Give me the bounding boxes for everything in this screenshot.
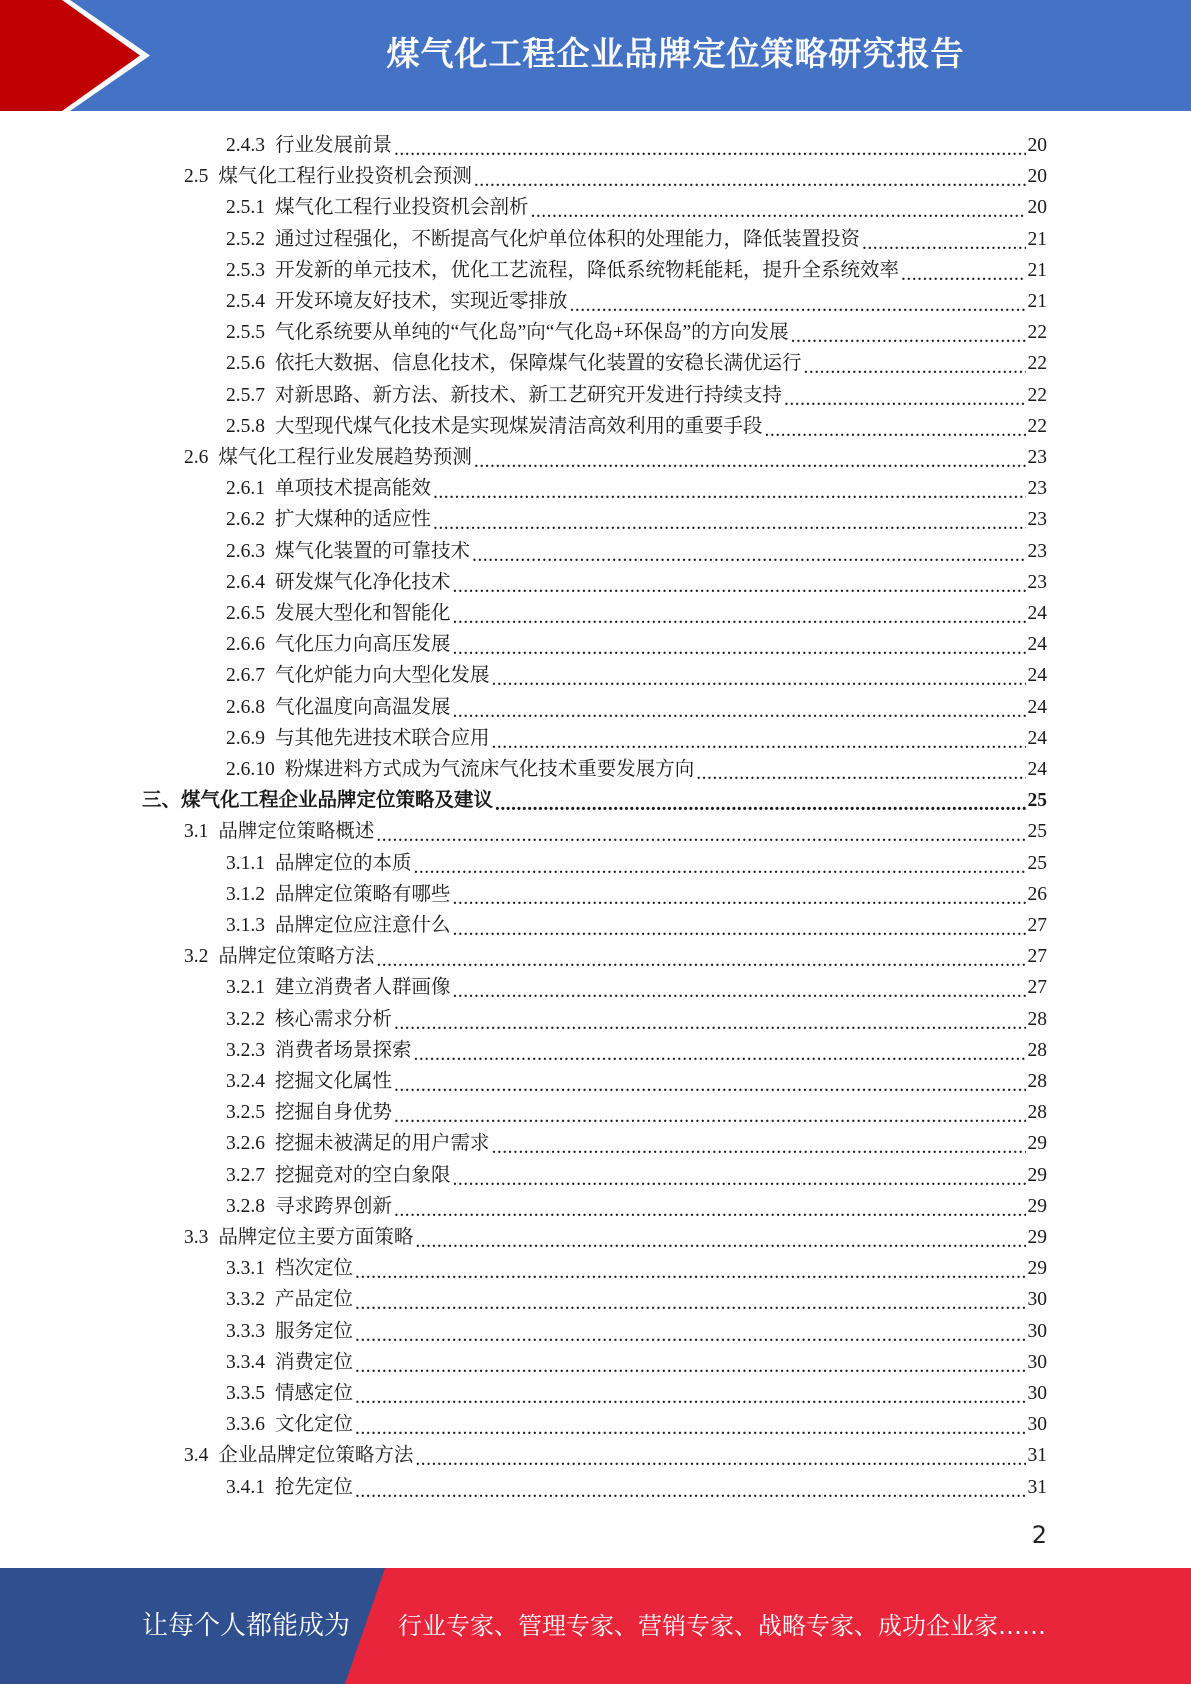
toc-leader-dots	[453, 884, 1026, 905]
toc-entry[interactable]	[226, 594, 1047, 625]
toc-entry[interactable]	[184, 157, 1047, 188]
toc-entry-number: 2.6	[184, 447, 209, 468]
toc-entry[interactable]	[226, 906, 1047, 937]
toc-leader-dots	[355, 1321, 1025, 1342]
footer-slogan-right: 行业专家、管理专家、营销专家、战略专家、成功企业家……	[398, 1612, 1046, 1640]
toc-entry-number: 2.5	[184, 166, 209, 188]
toc-leader-dots	[414, 1040, 1026, 1061]
toc-entry-title: 抢先定位	[275, 1476, 354, 1498]
toc-entry-number: 3.3.1	[226, 1258, 265, 1280]
toc-entry-title: 发展大型化和智能化	[275, 603, 451, 624]
toc-entry[interactable]	[184, 937, 1047, 968]
toc-leader-dots	[453, 697, 1026, 718]
toc-entry-number: 2.4.3	[226, 135, 265, 156]
toc-entry[interactable]	[184, 1218, 1047, 1249]
toc-leader-dots	[355, 1477, 1025, 1498]
toc-entry-page: 25	[1027, 821, 1047, 843]
toc-entry-page: 24	[1027, 759, 1047, 780]
toc-entry-number: 3.2.1	[226, 977, 265, 999]
toc-entry-number: 3.3.4	[226, 1351, 265, 1373]
toc-entry-number: 3.2.7	[226, 1164, 265, 1186]
toc-leader-dots	[570, 292, 1026, 313]
toc-entry[interactable]	[226, 1374, 1047, 1405]
toc-entry-number: 2.5.7	[226, 384, 265, 406]
toc-entry-title: 单项技术提高能效	[275, 478, 432, 500]
toc-entry-title: 企业品牌定位策略方法	[218, 1445, 414, 1467]
toc-entry-page: 25	[1027, 790, 1047, 812]
toc-entry-number: 2.5.3	[226, 259, 265, 281]
toc-entry-number: 2.6.10	[226, 759, 275, 780]
toc-leader-dots	[394, 1196, 1025, 1217]
toc-entry-page: 23	[1027, 509, 1047, 531]
toc-leader-dots	[415, 1228, 1025, 1249]
toc-entry-title: 文化定位	[275, 1414, 354, 1436]
toc-entry-page: 26	[1027, 883, 1047, 905]
toc-leader-dots	[355, 1290, 1025, 1311]
toc-leader-dots	[474, 167, 1026, 188]
toc-entry[interactable]	[226, 313, 1047, 344]
toc-entry-title: 品牌定位策略概述	[218, 821, 375, 843]
toc-entry-page: 30	[1027, 1414, 1047, 1436]
toc-entry-number: 2.6.6	[226, 634, 265, 656]
toc-entry-number: 2.6.7	[226, 665, 265, 687]
toc-entry-title: 挖掘文化属性	[275, 1071, 393, 1092]
toc-entry-page: 24	[1027, 634, 1047, 656]
page-number: 2	[1031, 1521, 1047, 1549]
toc-entry[interactable]	[226, 1249, 1047, 1280]
toc-entry-page: 20	[1027, 135, 1047, 156]
toc-entry-title: 品牌定位的本质	[275, 852, 412, 874]
toc-entry[interactable]	[226, 1187, 1047, 1218]
toc-entry-number: 三、	[142, 790, 182, 812]
toc-leader-dots	[472, 541, 1025, 562]
toc-leader-dots	[376, 947, 1025, 968]
toc-leader-dots	[784, 385, 1025, 406]
toc-leader-dots	[355, 1352, 1025, 1373]
toc-leader-dots	[453, 916, 1026, 937]
toc-entry-title: 消费者场景探索	[275, 1039, 412, 1061]
toc-entry-number: 3.4.1	[226, 1476, 265, 1498]
toc-entry-title: 煤气化工程企业品牌定位策略及建议	[181, 790, 494, 812]
toc-entry-title: 挖掘竞对的空白象限	[275, 1164, 451, 1186]
toc-entry-title: 对新思路、新方法、新技术、新工艺研究开发进行持续支持	[275, 384, 783, 406]
toc-entry-number: 2.5.4	[226, 291, 265, 312]
toc-leader-dots	[791, 323, 1026, 344]
toc-entry[interactable]	[226, 656, 1047, 687]
toc-entry-title: 挖掘未被满足的用户需求	[275, 1133, 490, 1155]
toc-entry-number: 3.1.2	[226, 883, 265, 905]
toc-entry-number: 2.5.2	[226, 228, 265, 250]
toc-leader-dots	[453, 1165, 1026, 1186]
toc-leader-dots	[765, 416, 1026, 437]
toc-entry[interactable]	[226, 1280, 1047, 1311]
toc-entry-title: 核心需求分析	[275, 1008, 393, 1030]
toc-entry-title: 开发环境友好技术，实现近零排放	[275, 291, 568, 312]
toc-entry-number: 3.2.8	[226, 1195, 265, 1217]
toc-leader-dots	[394, 1072, 1025, 1093]
toc-leader-dots	[492, 666, 1026, 687]
toc-entry-number: 3.1.1	[226, 852, 265, 874]
toc-entry-number: 2.6.8	[226, 696, 265, 718]
toc-entry-title: 气化温度向高温发展	[275, 696, 451, 718]
toc-entry-title: 煤气化工程行业发展趋势预测	[218, 447, 472, 468]
toc-entry[interactable]	[226, 625, 1047, 656]
toc-entry-title: 挖掘自身优势	[275, 1102, 393, 1124]
page-footer	[0, 1568, 1191, 1684]
toc-entry[interactable]	[226, 1062, 1047, 1093]
toc-entry-number: 3.1.3	[226, 915, 265, 936]
toc-leader-dots	[433, 479, 1025, 500]
toc-leader-dots	[394, 1103, 1025, 1124]
toc-entry[interactable]	[226, 500, 1047, 531]
toc-entry-number: 2.5.5	[226, 322, 265, 344]
toc-entry-title: 研发煤气化净化技术	[275, 571, 451, 593]
toc-leader-dots	[862, 229, 1025, 250]
header-chevron-decoration	[0, 0, 160, 111]
toc-entry-number: 3.2.3	[226, 1039, 265, 1061]
toc-entry-title: 煤气化装置的可靠技术	[275, 540, 471, 562]
toc-entry-title: 品牌定位策略有哪些	[275, 883, 451, 905]
toc-entry[interactable]	[226, 688, 1047, 719]
toc-entry-number: 2.5.8	[226, 415, 265, 437]
toc-entry-title: 大型现代煤气化技术是实现煤炭清洁高效利用的重要手段	[275, 415, 763, 437]
toc-entry-number: 3.3	[184, 1227, 209, 1248]
toc-entry-title: 开发新的单元技术，优化工艺流程，降低系统物耗能耗，提升全系统效率	[275, 259, 900, 281]
toc-leader-dots	[495, 791, 1025, 812]
toc-entry-number: 2.5.6	[226, 353, 265, 375]
toc-leader-dots	[804, 354, 1026, 375]
toc-entry[interactable]	[226, 563, 1047, 594]
toc-entry-page: 27	[1027, 946, 1047, 968]
toc-entry-page: 22	[1027, 415, 1047, 437]
toc-entry-page: 21	[1027, 291, 1047, 312]
toc-leader-dots	[433, 510, 1025, 531]
toc-entry-title: 气化压力向高压发展	[275, 634, 451, 656]
toc-entry-page: 31	[1027, 1445, 1047, 1467]
toc-entry-page: 22	[1027, 353, 1047, 375]
toc-entry-title: 通过过程强化，不断提高气化炉单位体积的处理能力，降低装置投资	[275, 228, 861, 250]
page-title: 煤气化工程企业品牌定位策略研究报告	[386, 34, 965, 73]
toc-entry[interactable]	[226, 532, 1047, 563]
toc-entry-page: 24	[1027, 603, 1047, 624]
toc-entry-page: 31	[1027, 1476, 1047, 1498]
toc-entry-page: 24	[1027, 696, 1047, 718]
toc-leader-dots	[453, 635, 1026, 656]
toc-leader-dots	[531, 198, 1026, 219]
toc-entry[interactable]	[226, 1093, 1047, 1124]
toc-entry-title: 扩大煤种的适应性	[275, 509, 432, 531]
toc-entry-page: 22	[1027, 322, 1047, 344]
toc-entry-page: 30	[1027, 1383, 1047, 1404]
toc-leader-dots	[376, 822, 1025, 843]
toc-entry-page: 29	[1027, 1195, 1047, 1217]
toc-entry[interactable]	[184, 1436, 1047, 1467]
toc-leader-dots	[415, 1446, 1025, 1467]
toc-entry-title: 寻求跨界创新	[275, 1195, 393, 1217]
toc-entry-title: 产品定位	[275, 1289, 354, 1311]
toc-entry-page: 30	[1027, 1289, 1047, 1311]
toc-entry-title: 行业发展前景	[275, 135, 393, 156]
toc-entry[interactable]	[226, 750, 1047, 781]
toc-entry-page: 30	[1027, 1351, 1047, 1373]
toc-entry-page: 28	[1027, 1071, 1047, 1092]
toc-entry-title: 粉煤进料方式成为气流床气化技术重要发展方向	[284, 759, 695, 780]
toc-entry[interactable]	[226, 220, 1047, 251]
toc-entry-number: 2.6.9	[226, 727, 265, 749]
toc-entry[interactable]	[226, 282, 1047, 313]
toc-entry-title: 煤气化工程行业投资机会剖析	[275, 197, 529, 219]
toc-entry-title: 依托大数据、信息化技术，保障煤气化装置的安稳长满优运行	[275, 353, 802, 375]
toc-entry-title: 品牌定位主要方面策略	[218, 1227, 414, 1248]
toc-entry-number: 3.3.5	[226, 1383, 265, 1404]
toc-leader-dots	[453, 978, 1026, 999]
toc-entry-number: 3.4	[184, 1445, 209, 1467]
toc-entry-page: 28	[1027, 1008, 1047, 1030]
toc-entry-number: 2.6.1	[226, 478, 265, 500]
toc-entry-number: 2.6.5	[226, 603, 265, 624]
toc-entry-page: 30	[1027, 1320, 1047, 1342]
toc-entry-page: 28	[1027, 1102, 1047, 1124]
toc-entry-title: 品牌定位策略方法	[218, 946, 375, 968]
toc-entry[interactable]	[226, 1000, 1047, 1031]
toc-entry[interactable]	[226, 968, 1047, 999]
toc-entry[interactable]	[184, 438, 1047, 469]
toc-entry-page: 27	[1027, 977, 1047, 999]
toc-entry-title: 服务定位	[275, 1320, 354, 1342]
toc-entry[interactable]	[142, 781, 1047, 812]
toc-entry-title: 品牌定位应注意什么	[275, 915, 451, 936]
toc-entry[interactable]	[226, 875, 1047, 906]
toc-entry-page: 24	[1027, 665, 1047, 687]
toc-entry[interactable]	[226, 251, 1047, 282]
toc-entry-page: 24	[1027, 727, 1047, 749]
toc-entry-number: 3.2	[184, 946, 209, 968]
toc-entry-page: 22	[1027, 384, 1047, 406]
toc-entry-page: 20	[1027, 197, 1047, 219]
toc-leader-dots	[355, 1415, 1025, 1436]
toc-entry[interactable]	[226, 407, 1047, 438]
toc-entry[interactable]	[184, 812, 1047, 843]
toc-entry-page: 23	[1027, 540, 1047, 562]
toc-entry-title: 气化系统要从单纯的“气化岛”向“气化岛+环保岛”的方向发展	[275, 322, 789, 344]
toc-leader-dots	[492, 1134, 1026, 1155]
toc-leader-dots	[901, 260, 1025, 281]
toc-entry-page: 29	[1027, 1164, 1047, 1186]
toc-leader-dots	[696, 760, 1025, 781]
toc-entry[interactable]	[226, 1156, 1047, 1187]
toc-entry-page: 21	[1027, 259, 1047, 281]
toc-entry[interactable]	[226, 469, 1047, 500]
toc-entry[interactable]	[226, 844, 1047, 875]
toc-entry-number: 2.5.1	[226, 197, 265, 219]
toc-entry-page: 29	[1027, 1258, 1047, 1280]
toc-entry[interactable]	[226, 1031, 1047, 1062]
toc-leader-dots	[355, 1384, 1025, 1405]
toc-entry-page: 21	[1027, 228, 1047, 250]
toc-entry-title: 煤气化工程行业投资机会预测	[218, 166, 472, 188]
toc-leader-dots	[453, 572, 1026, 593]
toc-entry-page: 27	[1027, 915, 1047, 936]
toc-leader-dots	[453, 604, 1026, 625]
toc-entry-title: 档次定位	[275, 1258, 354, 1280]
toc-entry-number: 3.2.2	[226, 1008, 265, 1030]
toc-entry-title: 与其他先进技术联合应用	[275, 727, 490, 749]
toc-leader-dots	[492, 728, 1026, 749]
toc-entry-number: 2.6.2	[226, 509, 265, 531]
page-header	[0, 0, 1191, 111]
toc-entry-number: 3.3.2	[226, 1289, 265, 1311]
toc-entry-page: 25	[1027, 852, 1047, 874]
toc-entry-title: 气化炉能力向大型化发展	[275, 665, 490, 687]
toc-entry-page: 28	[1027, 1039, 1047, 1061]
toc-entry-page: 23	[1027, 478, 1047, 500]
toc-entry[interactable]	[226, 126, 1047, 157]
toc-entry-number: 3.2.6	[226, 1133, 265, 1155]
toc-entry[interactable]	[226, 344, 1047, 375]
toc-entry-number: 3.3.3	[226, 1320, 265, 1342]
toc-entry-title: 建立消费者人群画像	[275, 977, 451, 999]
toc-entry[interactable]	[226, 1468, 1047, 1499]
toc-entry-number: 3.1	[184, 821, 209, 843]
toc-entry-number: 2.6.4	[226, 571, 265, 593]
toc-leader-dots	[355, 1259, 1025, 1280]
toc-entry-page: 23	[1027, 447, 1047, 468]
toc-entry[interactable]	[226, 1405, 1047, 1436]
toc-entry-number: 3.2.5	[226, 1102, 265, 1124]
toc-entry[interactable]	[226, 1124, 1047, 1155]
toc-entry-title: 情感定位	[275, 1383, 354, 1404]
toc-entry[interactable]	[226, 188, 1047, 219]
toc-entry[interactable]	[226, 376, 1047, 407]
toc-entry-number: 3.3.6	[226, 1414, 265, 1436]
footer-slogan-left: 让每个人都能成为	[142, 1611, 351, 1641]
toc-entry[interactable]	[226, 1343, 1047, 1374]
toc-entry-number: 2.6.3	[226, 540, 265, 562]
toc-entry-title: 消费定位	[275, 1351, 354, 1373]
toc-entry[interactable]	[226, 1312, 1047, 1343]
toc-leader-dots	[474, 448, 1026, 469]
toc-entry-page: 20	[1027, 166, 1047, 188]
toc-entry-page: 23	[1027, 571, 1047, 593]
toc-entry[interactable]	[226, 719, 1047, 750]
toc-entry-number: 3.2.4	[226, 1071, 265, 1092]
toc-leader-dots	[394, 1009, 1025, 1030]
toc-entry-page: 29	[1027, 1133, 1047, 1155]
toc-entry-page: 29	[1027, 1227, 1047, 1248]
toc-leader-dots	[394, 136, 1025, 157]
toc-leader-dots	[414, 853, 1026, 874]
